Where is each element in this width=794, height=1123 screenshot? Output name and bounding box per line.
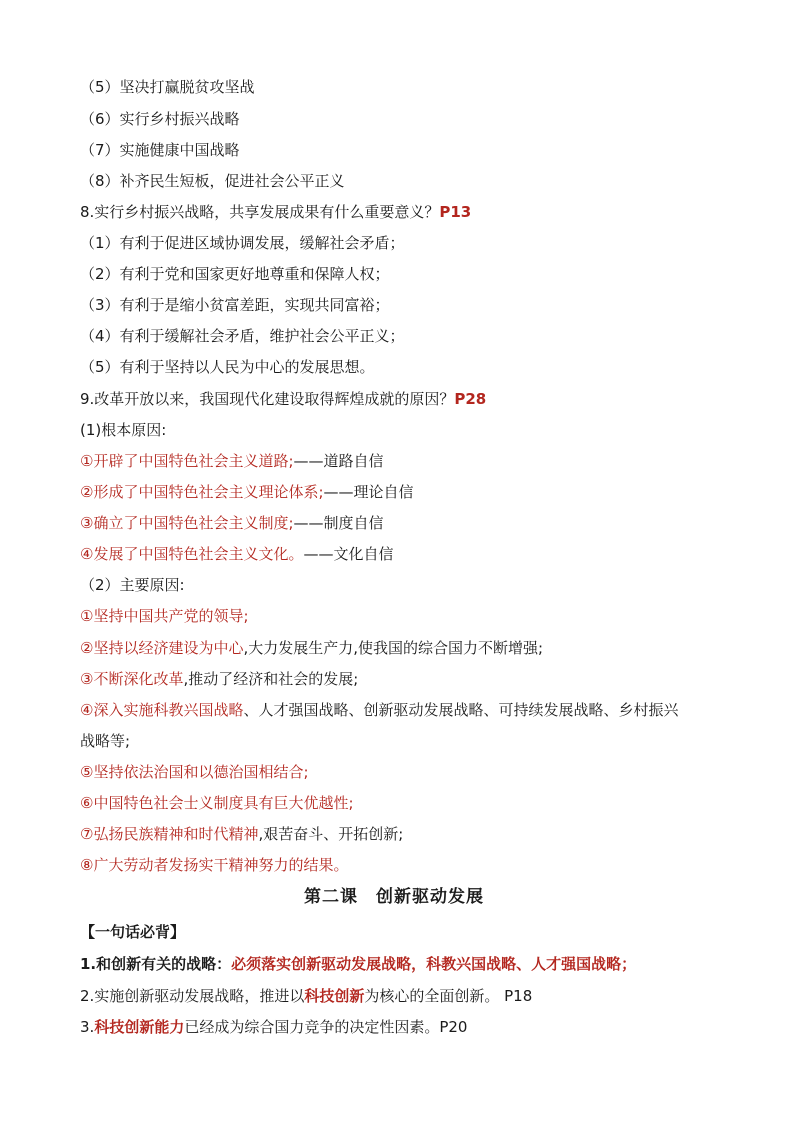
- main-reason-key: ⑦弘扬民族精神和时代精神: [80, 825, 259, 843]
- question-text: 9.改革开放以来，我国现代化建设取得辉煌成就的原因？: [80, 390, 455, 408]
- main-reason: [80, 762, 309, 782]
- main-reason: [80, 824, 403, 844]
- main-reason: [80, 855, 348, 875]
- point-text: 为核心的全面创新。 P18: [364, 987, 533, 1005]
- main-reason-rest: ,推动了经济和社会的发展;: [183, 670, 359, 688]
- root-reason: [80, 544, 393, 564]
- main-reason-key: ⑧广大劳动者发扬实干精神努力的结果。: [80, 856, 349, 874]
- main-reason-rest: ,艰苦奋斗、开拓创新;: [258, 825, 404, 843]
- root-reason-suffix: ——制度自信: [293, 514, 384, 532]
- main-reason-rest: ,大力发展生产力,使我国的综合国力不断增强;: [243, 639, 544, 657]
- lesson-point-3: [80, 1017, 467, 1037]
- question-8: [80, 202, 471, 222]
- main-reason-rest: 战略等;: [80, 732, 131, 750]
- root-reason-suffix: ——道路自信: [293, 452, 384, 470]
- main-reason: [80, 638, 543, 658]
- lesson-point-2: [80, 986, 532, 1006]
- root-reason-text: ④发展了中国特色社会主义文化。: [80, 545, 304, 563]
- main-reason-key: ③不断深化改革: [80, 670, 184, 688]
- lesson-point-1: [80, 954, 636, 974]
- root-reason-text: ②形成了中国特色社会主义理论体系;: [80, 483, 324, 501]
- main-reason-key: ①坚持中国共产党的领导;: [80, 607, 249, 625]
- sub-heading-root: (1)根本原因:: [80, 421, 167, 439]
- main-reason-continuation: [80, 731, 130, 751]
- page-ref: P28: [454, 390, 487, 408]
- question-text: 8.实行乡村振兴战略，共享发展成果有什么重要意义？: [80, 203, 440, 221]
- main-reason-key: ⑤坚持依法治国和以德治国相结合;: [80, 763, 309, 781]
- root-reason: [80, 482, 414, 502]
- point-text: 3.: [80, 1018, 95, 1036]
- answer-item: （1）有利于促进区域协调发展，缓解社会矛盾；: [80, 234, 405, 252]
- root-reason-text: ③确立了中国特色社会主义制度;: [80, 514, 294, 532]
- list-item: （5）坚决打赢脱贫攻坚战: [80, 78, 255, 96]
- page-ref: P13: [439, 203, 472, 221]
- main-reason-key: ⑥中国特色社会士义制度具有巨大优越性;: [80, 794, 354, 812]
- point-highlight: 必须落实创新驱动发展战略，科教兴国战略、人才强国战略；: [231, 955, 637, 973]
- root-reason: [80, 451, 384, 471]
- list-item: （8）补齐民生短板，促进社会公平正义: [80, 172, 345, 190]
- section-tag: 【一句话必背】: [80, 923, 186, 941]
- answer-item: （3）有利于是缩小贫富差距，实现共同富裕；: [80, 296, 390, 314]
- main-reason-key: ②坚持以经济建设为中心: [80, 639, 244, 657]
- main-reason: [80, 669, 358, 689]
- sub-heading-main: （2）主要原因:: [80, 576, 185, 594]
- answer-item: （2）有利于党和国家更好地尊重和保障人权；: [80, 265, 390, 283]
- answer-item: （5）有利于坚持以人民为中心的发展思想。: [80, 358, 375, 376]
- main-reason-rest: 、人才强国战略、创新驱动发展战略、可持续发展战略、乡村振兴: [243, 701, 679, 719]
- list-item: （6）实行乡村振兴战略: [80, 110, 240, 128]
- root-reason-suffix: ——理论自信: [323, 483, 414, 501]
- main-reason: [80, 606, 249, 626]
- root-reason-text: ①开辟了中国特色社会主义道路;: [80, 452, 294, 470]
- root-reason-suffix: ——文化自信: [303, 545, 394, 563]
- point-text: 2.实施创新驱动发展战略，推进以: [80, 987, 305, 1005]
- point-prefix: 1.和创新有关的战略：: [80, 955, 232, 973]
- lesson-title: 第二课 创新驱动发展: [304, 887, 484, 907]
- root-reason: [80, 513, 384, 533]
- point-text: 已经成为综合国力竞争的决定性因素。P20: [184, 1018, 468, 1036]
- list-item: （7）实施健康中国战略: [80, 141, 240, 159]
- point-highlight: 科技创新能力: [94, 1018, 185, 1036]
- main-reason: [80, 700, 678, 720]
- main-reason: [80, 793, 354, 813]
- answer-item: （4）有利于缓解社会矛盾，维护社会公平正义；: [80, 327, 405, 345]
- question-9: [80, 389, 486, 409]
- main-reason-key: ④深入实施科教兴国战略: [80, 701, 244, 719]
- point-highlight: 科技创新: [304, 987, 365, 1005]
